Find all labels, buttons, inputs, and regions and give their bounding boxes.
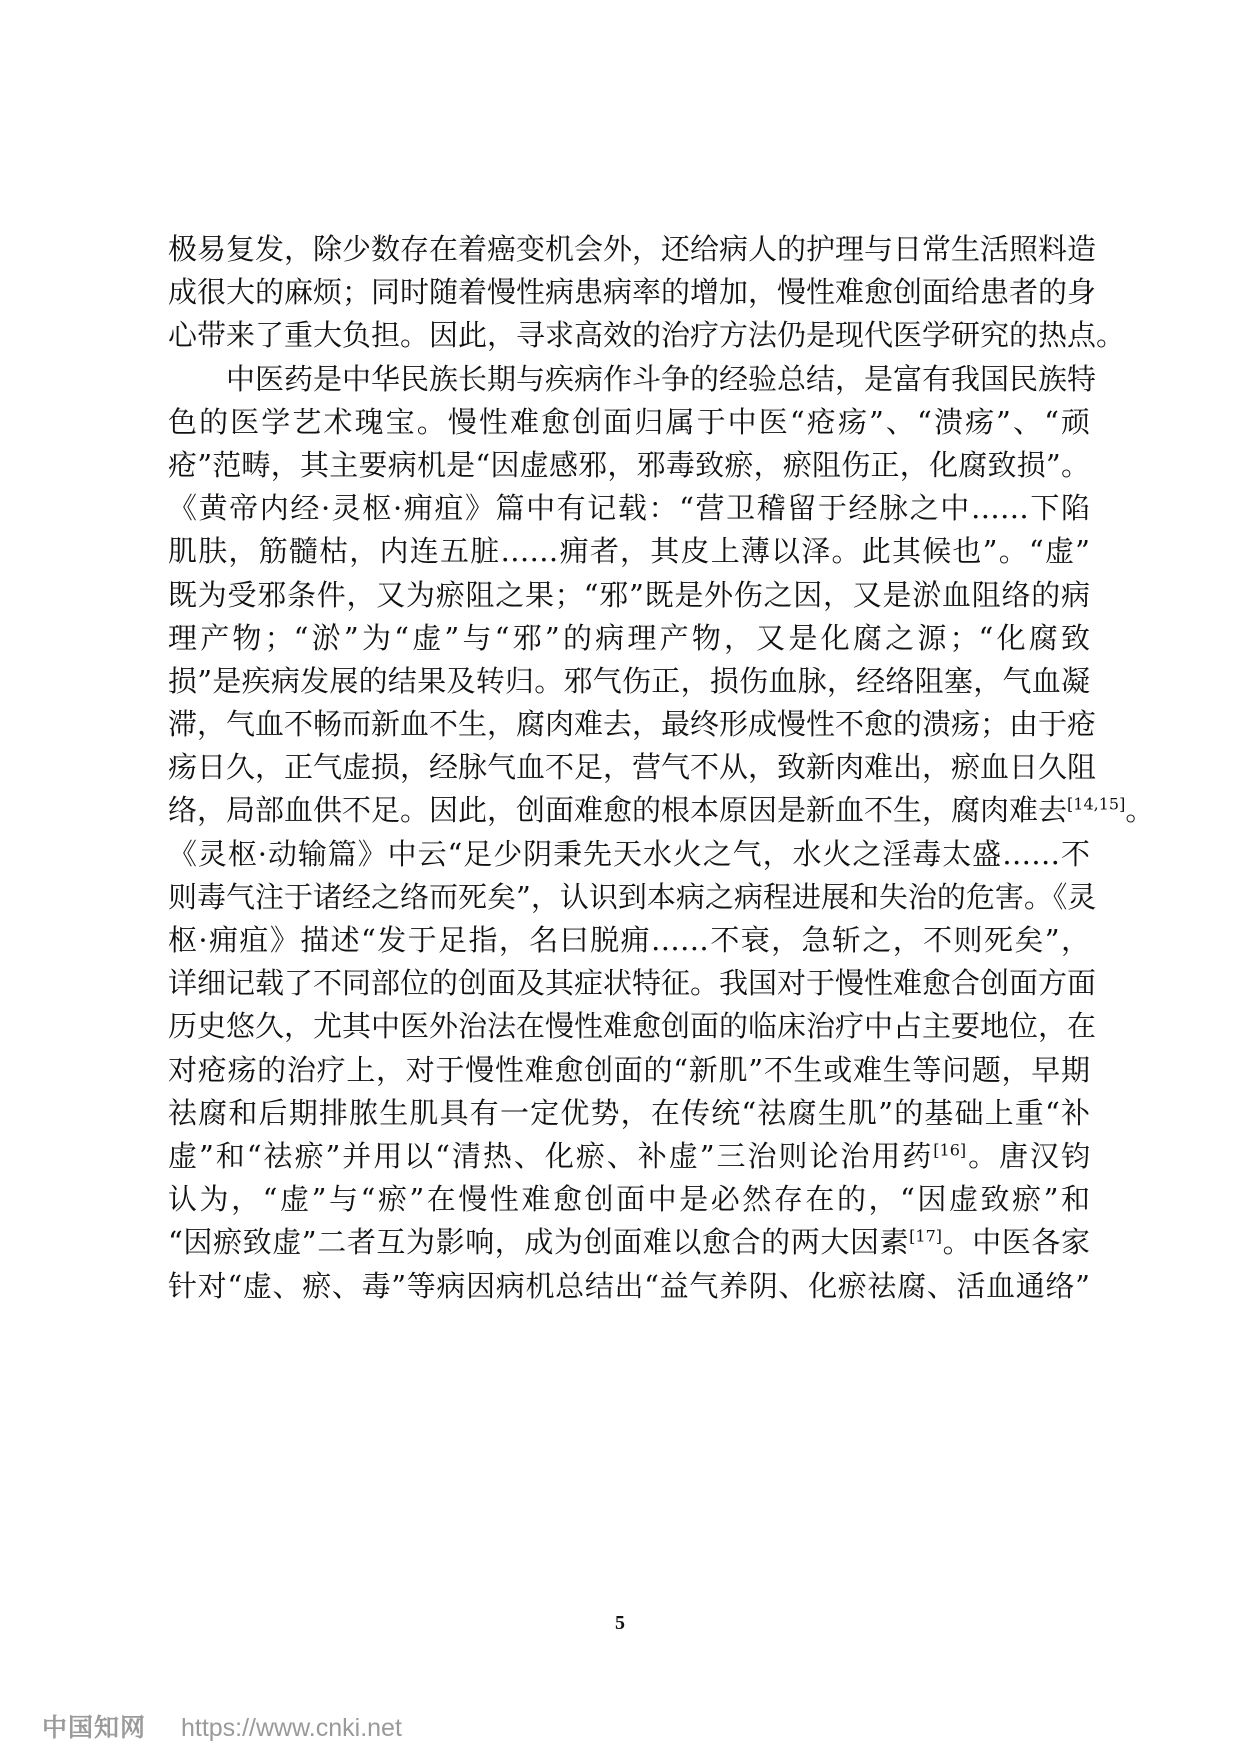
text-line: 则毒气注于诸经之络而死矣”，认识到本病之病程进展和失治的危害。《灵 bbox=[168, 879, 1097, 914]
paragraph-first-line: 中医药是中华民族长期与疾病作斗争的经验总结，是富有我国民族特 bbox=[226, 361, 1097, 396]
text-line: 疡日久，正气虚损，经脉气血不足，营气不从，致新肉难出，瘀血日久阻 bbox=[168, 750, 1097, 785]
text-line: 极易复发，除少数存在着癌变机会外，还给病人的护理与日常生活照料造 bbox=[168, 232, 1097, 266]
text-line: 疮”范畴，其主要病机是“因虚感邪，邪毒致瘀，瘀阻伤正，化腐致损”。 bbox=[168, 447, 1090, 482]
page-number: 5 bbox=[615, 1612, 625, 1634]
text-line: 针对“虚、瘀、毒”等病因病机总结出“益气养阴、化瘀祛腐、活血通络” bbox=[168, 1268, 1090, 1303]
line-text: “因瘀致虚”二者互为影响，成为创面难以愈合的两大因素 bbox=[168, 1225, 910, 1260]
text-line: 对疮疡的治疗上，对于慢性难愈创面的“新肌”不生或难生等问题，早期 bbox=[168, 1052, 1090, 1087]
text-line: 枢·痈疽》描述“发于足指，名曰脱痈……不衰，急斩之，不则死矣”， bbox=[168, 923, 1090, 957]
text-line: 《灵枢·动输篇》中云“足少阴秉先天水火之气，水火之淫毒太盛……不 bbox=[168, 836, 1090, 871]
text-line: 祛腐和后期排脓生肌具有一定优势，在传统“祛腐生肌”的基础上重“补 bbox=[168, 1095, 1090, 1130]
text-line: 认为，“虚”与“瘀”在慢性难愈创面中是必然存在的，“因虚致瘀”和 bbox=[168, 1182, 1090, 1217]
line-text-after: 。唐汉钧 bbox=[966, 1138, 1090, 1173]
text-line: 肌肤，筋髓枯，内连五脏……痈者，其皮上薄以泽。此其候也”。“虚” bbox=[168, 534, 1090, 569]
citation-ref: [17] bbox=[909, 1226, 942, 1246]
line-text: 络，局部血供不足。因此，创面难愈的根本原因是新血不生，腐肉难去 bbox=[168, 793, 1068, 828]
cnki-watermark bbox=[42, 1708, 402, 1744]
citation-ref: [16] bbox=[933, 1140, 967, 1160]
cnki-url: https://www.cnki.net bbox=[180, 1714, 402, 1742]
cnki-logo-text: 中国知网 bbox=[42, 1714, 147, 1742]
line-text-after: 。中医各家 bbox=[942, 1225, 1090, 1260]
text-line: 滞，气血不畅而新血不生，腐肉难去，最终形成慢性不愈的溃疡；由于疮 bbox=[168, 707, 1097, 742]
citation-ref: [14,15] bbox=[1067, 794, 1126, 814]
text-line: 历史悠久，尤其中医外治法在慢性难愈创面的临床治疗中占主要地位，在 bbox=[168, 1009, 1097, 1044]
text-line: 既为受邪条件，又为瘀阻之果；“邪”既是外伤之因，又是淤血阻络的病 bbox=[168, 577, 1090, 612]
text-line: 《黄帝内经·灵枢·痈疽》篇中有记载：“营卫稽留于经脉之中……下陷 bbox=[168, 491, 1090, 526]
line-text-after: 。 bbox=[1125, 793, 1155, 828]
body-text bbox=[168, 228, 1155, 1308]
text-line: 详细记载了不同部位的创面及其症状特征。我国对于慢性难愈合创面方面 bbox=[168, 966, 1097, 1001]
line-text: 虚”和“祛瘀”并用以“清热、化瘀、补虚”三治则论治用药 bbox=[168, 1138, 934, 1173]
text-line-with-citation bbox=[168, 1135, 1090, 1178]
text-line-with-citation bbox=[168, 789, 1155, 832]
text-line: 心带来了重大负担。因此，寻求高效的治疗方法仍是现代医学研究的热点。 bbox=[168, 318, 1126, 353]
text-line: 成很大的麻烦；同时随着慢性病患病率的增加，慢性难愈创面给患者的身 bbox=[168, 275, 1097, 310]
text-line: 色的医学艺术瑰宝。慢性难愈创面归属于中医“疮疡”、“溃疡”、“顽 bbox=[168, 404, 1090, 439]
text-line: 损”是疾病发展的结果及转归。邪气伤正，损伤血脉，经络阻塞，气血凝 bbox=[168, 663, 1090, 698]
text-line: 理产物；“淤”为“虚”与“邪”的病理产物，又是化腐之源；“化腐致 bbox=[168, 620, 1090, 655]
text-line-with-citation bbox=[168, 1221, 1090, 1264]
